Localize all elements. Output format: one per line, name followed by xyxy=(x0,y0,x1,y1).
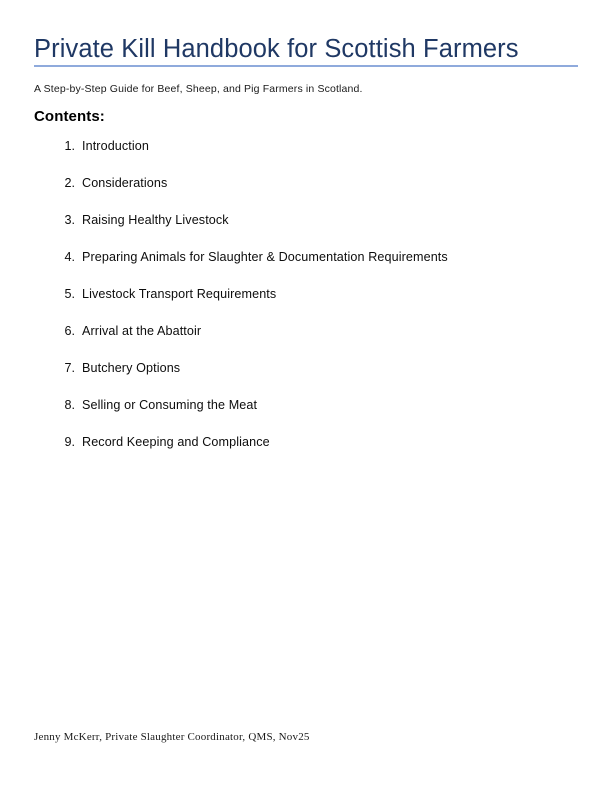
list-item xyxy=(34,397,578,434)
document-subtitle: A Step-by-Step Guide for Beef, Sheep, and Pig Farmers in Scotland. xyxy=(34,83,363,95)
list-item-label: Considerations xyxy=(82,176,168,190)
list-item-number: 4. xyxy=(64,250,75,264)
list-item-number: 8. xyxy=(64,398,75,412)
contents-heading: Contents: xyxy=(34,108,105,125)
list-item-label: Raising Healthy Livestock xyxy=(82,213,229,227)
list-item-label: Record Keeping and Compliance xyxy=(82,435,270,449)
list-item xyxy=(34,138,578,175)
list-item-number: 7. xyxy=(64,361,75,375)
list-item-label: Butchery Options xyxy=(82,361,181,375)
list-item xyxy=(34,175,578,212)
list-item-number: 5. xyxy=(64,287,75,301)
page-title: Private Kill Handbook for Scottish Farmers xyxy=(34,35,519,63)
list-item-number: 2. xyxy=(64,176,75,190)
list-item xyxy=(34,286,578,323)
list-item-label: Preparing Animals for Slaughter & Documentation Requirements xyxy=(82,250,448,264)
list-item xyxy=(34,249,578,286)
list-item xyxy=(34,360,578,397)
list-item-number: 1. xyxy=(64,139,75,153)
list-item-label: Selling or Consuming the Meat xyxy=(82,398,258,412)
list-item-number: 6. xyxy=(64,324,75,338)
list-item-number: 3. xyxy=(64,213,75,227)
list-item-number: 9. xyxy=(64,435,75,449)
title-divider xyxy=(34,65,578,67)
document-footer: Jenny McKerr, Private Slaughter Coordinator, QMS, Nov25 xyxy=(34,731,310,743)
list-item-label: Introduction xyxy=(82,139,150,153)
list-item-label: Arrival at the Abattoir xyxy=(82,324,202,338)
list-item xyxy=(34,323,578,360)
list-item xyxy=(34,212,578,249)
list-item xyxy=(34,434,578,471)
list-item-label: Livestock Transport Requirements xyxy=(82,287,277,301)
table-of-contents xyxy=(34,138,578,471)
